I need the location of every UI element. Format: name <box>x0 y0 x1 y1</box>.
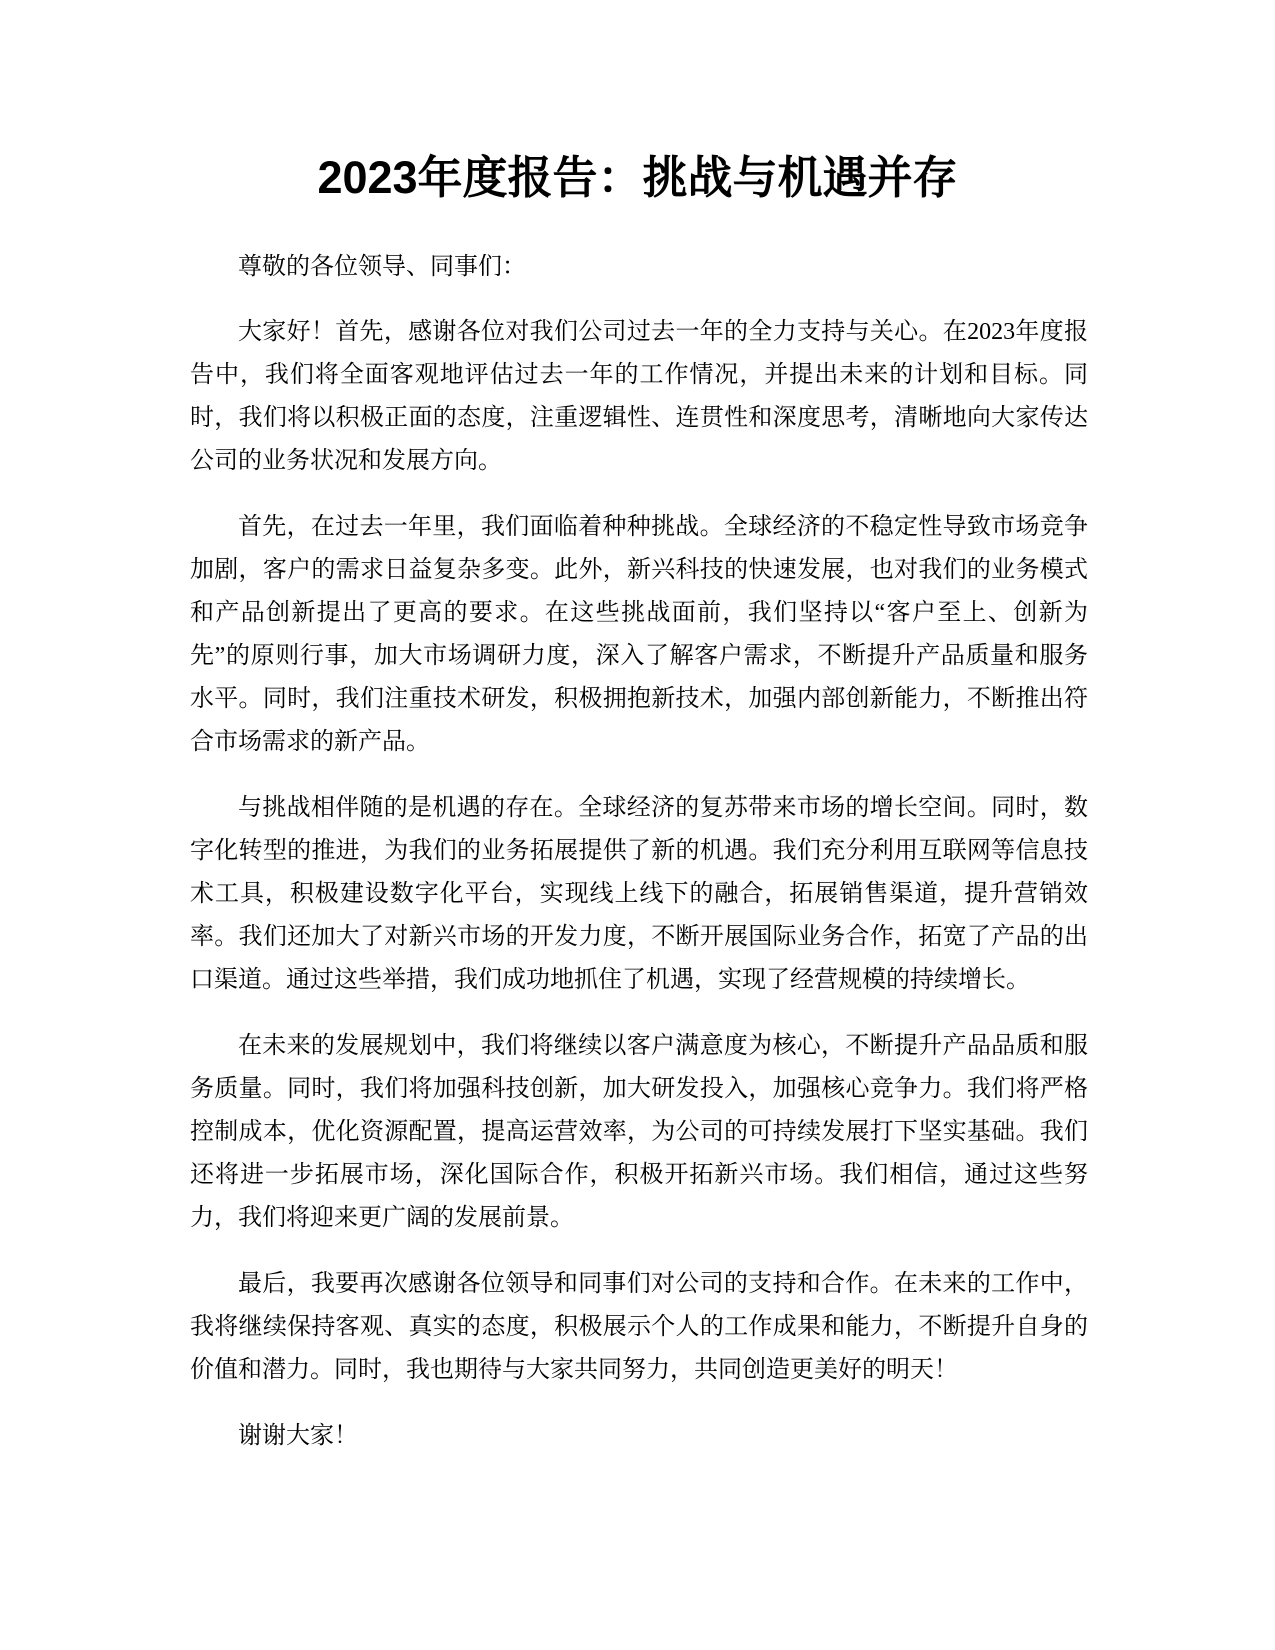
paragraph-opportunities: 与挑战相伴随的是机遇的存在。全球经济的复苏带来市场的增长空间。同时，数字化转型的推进，为我们的业务拓展提供了新的机遇。我们充分利用互联网等信息技术工具，积极建设数字化平台，实现线上线下的融合，拓展销售渠道，提升营销效率。我们还加大了对新兴市场的开发力度，不断开展国际业务合作，拓宽了产品的出口渠道。通过这些举措，我们成功地抓住了机遇，实现了经营规模的持续增长。 <box>190 795 1088 993</box>
closing: 谢谢大家！ <box>238 1423 358 1449</box>
document-title: 2023年度报告：挑战与机遇并存 <box>317 152 958 203</box>
document-body <box>190 246 1088 1481</box>
salutation: 尊敬的各位领导、同事们： <box>238 254 526 280</box>
paragraph-challenges: 首先，在过去一年里，我们面临着种种挑战。全球经济的不稳定性导致市场竞争加剧，客户的需求日益复杂多变。此外，新兴科技的快速发展，也对我们的业务模式和产品创新提出了更高的要求。在这些挑战面前，我们坚持以“客户至上、创新为先”的原则行事，加大市场调研力度，深入了解客户需求，不断提升产品质量和服务水平。同时，我们注重技术研发，积极拥抱新技术，加强内部创新能力，不断推出符合市场需求的新产品。 <box>190 514 1088 755</box>
paragraph-intro: 大家好！首先，感谢各位对我们公司过去一年的全力支持与关心。在2023年度报告中，我们将全面客观地评估过去一年的工作情况，并提出未来的计划和目标。同时，我们将以积极正面的态度，注重逻辑性、连贯性和深度思考，清晰地向大家传达公司的业务状况和发展方向。 <box>190 319 1088 474</box>
paragraph-future-plans: 在未来的发展规划中，我们将继续以客户满意度为核心，不断提升产品品质和服务质量。同时，我们将加强科技创新，加大研发投入，加强核心竞争力。我们将严格控制成本，优化资源配置，提高运营效率，为公司的可持续发展打下坚实基础。我们还将进一步拓展市场，深化国际合作，积极开拓新兴市场。我们相信，通过这些努力，我们将迎来更广阔的发展前景。 <box>190 1033 1088 1231</box>
paragraph-acknowledgement: 最后，我要再次感谢各位领导和同事们对公司的支持和合作。在未来的工作中，我将继续保持客观、真实的态度，积极展示个人的工作成果和能力，不断提升自身的价值和潜力。同时，我也期待与大家共同努力，共同创造更美好的明天！ <box>190 1271 1088 1383</box>
